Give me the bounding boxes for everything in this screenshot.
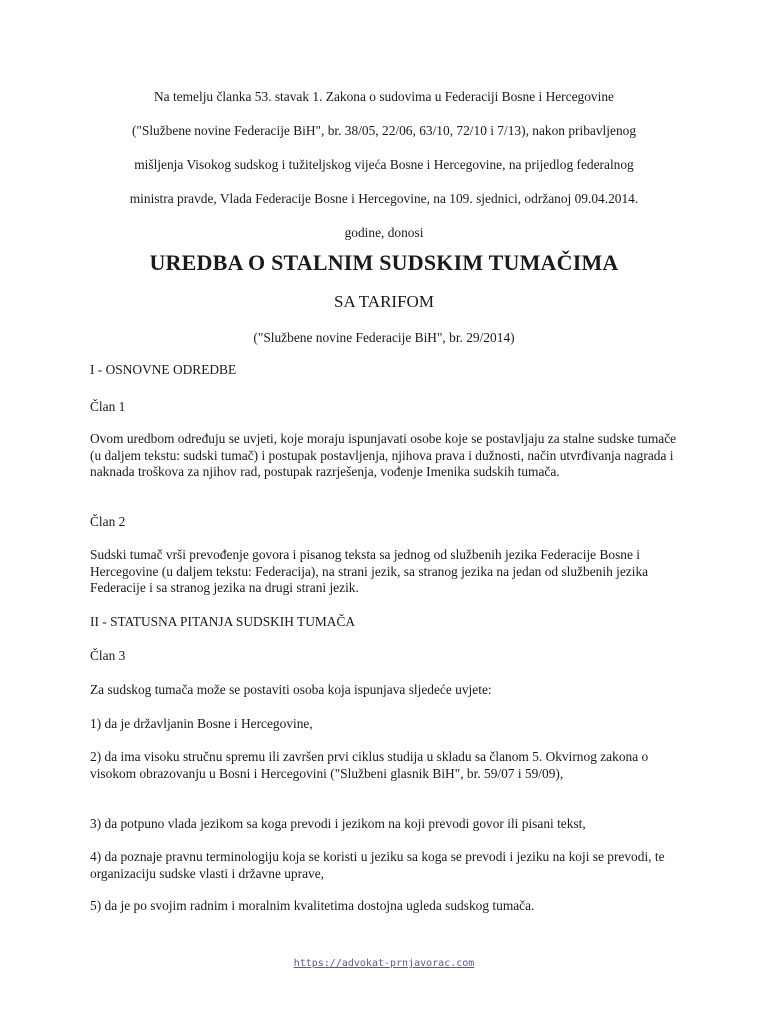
condition-item-1: 1) da je državljanin Bosne i Hercegovine, — [90, 716, 313, 731]
footer-link[interactable]: https://advokat-prnjavorac.com — [293, 958, 475, 969]
preamble-line-5: godine, donosi — [344, 225, 424, 240]
preamble — [90, 80, 678, 250]
article-2-heading: Član 2 — [90, 514, 126, 529]
preamble-line-4: ministra pravde, Vlada Federacije Bosne i Hercegovine, na 109. sjednici, održanoj 09.04.2014. — [129, 191, 639, 206]
document-title: UREDBA O STALNIM SUDSKIM TUMAČIMA — [149, 250, 619, 275]
preamble-line-1: Na temelju članka 53. stavak 1. Zakona o sudovima u Federaciji Bosne i Hercegovine — [154, 89, 614, 104]
article-2-text: Sudski tumač vrši prevođenje govora i pisanog teksta sa jednog od službenih jezika Federacije Bosne i Hercegovine (u daljem tekstu: Federacija), na strani jezik, sa stranog jezika na jedan od službenih jezika Federacije i sa stranog jezika na drugi strani jezik. — [90, 547, 649, 596]
condition-item-3: 3) da potpuno vlada jezikom sa koga prevodi i jezikom na koji prevodi govor ili pisani tekst, — [90, 816, 586, 831]
article-1-text: Ovom uredbom određuju se uvjeti, koje moraju ispunjavati osobe koje se postavljaju za stalne sudske tumače (u daljem tekstu: sudski tumač) i postupak postavljenja, njihova prava i dužnosti, način utvrđivanja nagrada i naknada troškova za njihov rad, postupak razrješenja, vođenje Imenika sudskih tumača. — [90, 431, 677, 480]
gazette-reference: ("Službene novine Federacije BiH", br. 29/2014) — [253, 330, 515, 345]
article-3-heading: Član 3 — [90, 648, 126, 663]
section-heading-1: I - OSNOVNE ODREDBE — [90, 362, 237, 377]
condition-item-2: 2) da ima visoku stručnu spremu ili završen prvi ciklus studija u skladu sa članom 5. Okvirnog zakona o visokom obrazovanju u Bosni i Hercegovini ("Službeni glasnik BiH", br. 59/07 i 59/09), — [90, 749, 649, 781]
condition-item-4: 4) da poznaje pravnu terminologiju koja se koristi u jeziku sa koga se prevodi i jeziku na koji se prevodi, te organizaciju sudske vlasti i državne uprave, — [90, 849, 665, 881]
preamble-line-2: ("Službene novine Federacije BiH", br. 38/05, 22/06, 63/10, 72/10 i 7/13), nakon pribavljenog — [131, 123, 637, 138]
article-3-text: Za sudskog tumača može se postaviti osoba koja ispunjava sljedeće uvjete: — [90, 682, 492, 697]
condition-item-5: 5) da je po svojim radnim i moralnim kvalitetima dostojna ugleda sudskog tumača. — [90, 898, 535, 913]
article-1-heading: Član 1 — [90, 399, 126, 414]
section-heading-2: II - STATUSNA PITANJA SUDSKIH TUMAČA — [90, 614, 356, 629]
preamble-line-3: mišljenja Visokog sudskog i tužiteljskog vijeća Bosne i Hercegovine, na prijedlog federalnog — [134, 157, 634, 172]
document-subtitle: SA TARIFOM — [334, 292, 434, 311]
